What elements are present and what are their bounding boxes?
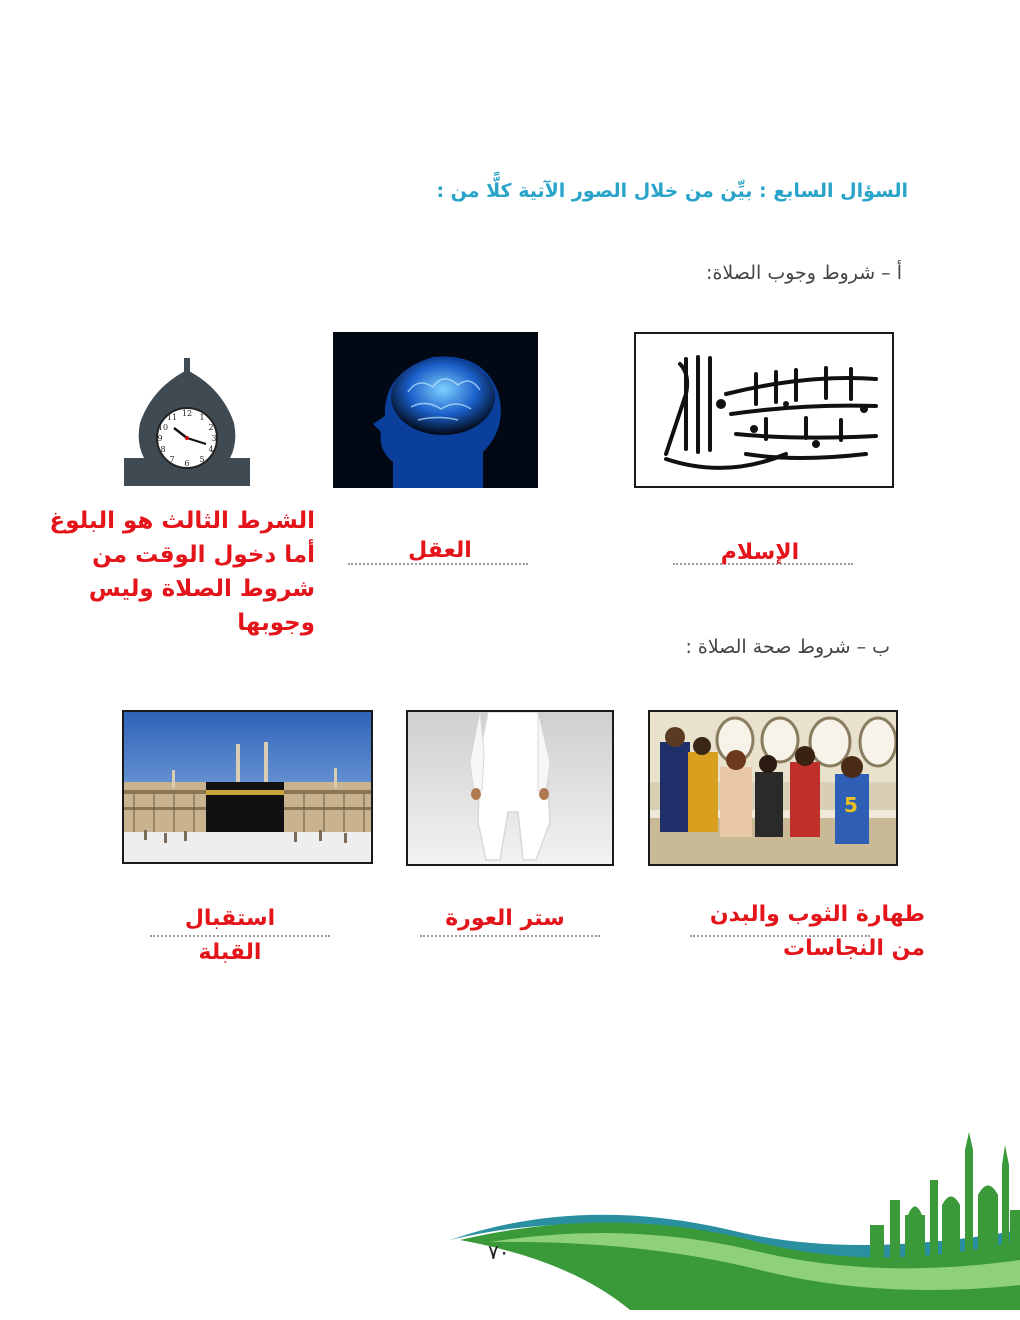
answer-third-condition: الشرط الثالث هو البلوغ أما دخول الوقت من شروط الصلاة وليس وجوبها bbox=[49, 508, 315, 636]
svg-text:12: 12 bbox=[181, 409, 193, 418]
svg-text:4: 4 bbox=[208, 445, 214, 454]
brain-head-image bbox=[333, 332, 538, 488]
answer-purity-line2: من النجاسات bbox=[783, 936, 925, 961]
svg-text:9: 9 bbox=[157, 434, 163, 443]
svg-text:11: 11 bbox=[166, 413, 178, 422]
section-b-heading: ب – شروط صحة الصلاة : bbox=[685, 636, 890, 658]
question-title: السؤال السابع : بيِّن من خلال الصور الآتية كلًّا من : bbox=[436, 180, 908, 202]
answer-islam: الإسلام bbox=[720, 540, 800, 565]
man-thobe-image bbox=[406, 710, 614, 866]
svg-text:3: 3 bbox=[211, 434, 217, 443]
answer-qibla: استقبال القبلة bbox=[184, 906, 276, 965]
section-a-heading: أ – شروط وجوب الصلاة: bbox=[706, 262, 902, 284]
boys-washing-image bbox=[648, 710, 898, 866]
svg-text:6: 6 bbox=[184, 459, 190, 468]
svg-text:1: 1 bbox=[199, 413, 205, 422]
answer-awrah: ستر العورة bbox=[445, 906, 565, 931]
svg-text:2: 2 bbox=[208, 423, 214, 432]
footer-decoration bbox=[430, 1110, 1020, 1310]
answer-purity-line1: طهارة الثوب والبدن bbox=[709, 902, 925, 927]
svg-text:10: 10 bbox=[157, 423, 169, 432]
svg-text:8: 8 bbox=[160, 445, 166, 454]
kaaba-image bbox=[122, 710, 373, 864]
mosque-clock-image bbox=[122, 328, 252, 488]
answer-aql: العقل bbox=[408, 538, 472, 563]
svg-text:5: 5 bbox=[199, 455, 205, 464]
svg-text:7: 7 bbox=[169, 455, 175, 464]
svg-text:5: 5 bbox=[844, 793, 858, 817]
page-number: ٧٠ bbox=[488, 1240, 510, 1264]
shahada-calligraphy-image bbox=[634, 332, 894, 488]
